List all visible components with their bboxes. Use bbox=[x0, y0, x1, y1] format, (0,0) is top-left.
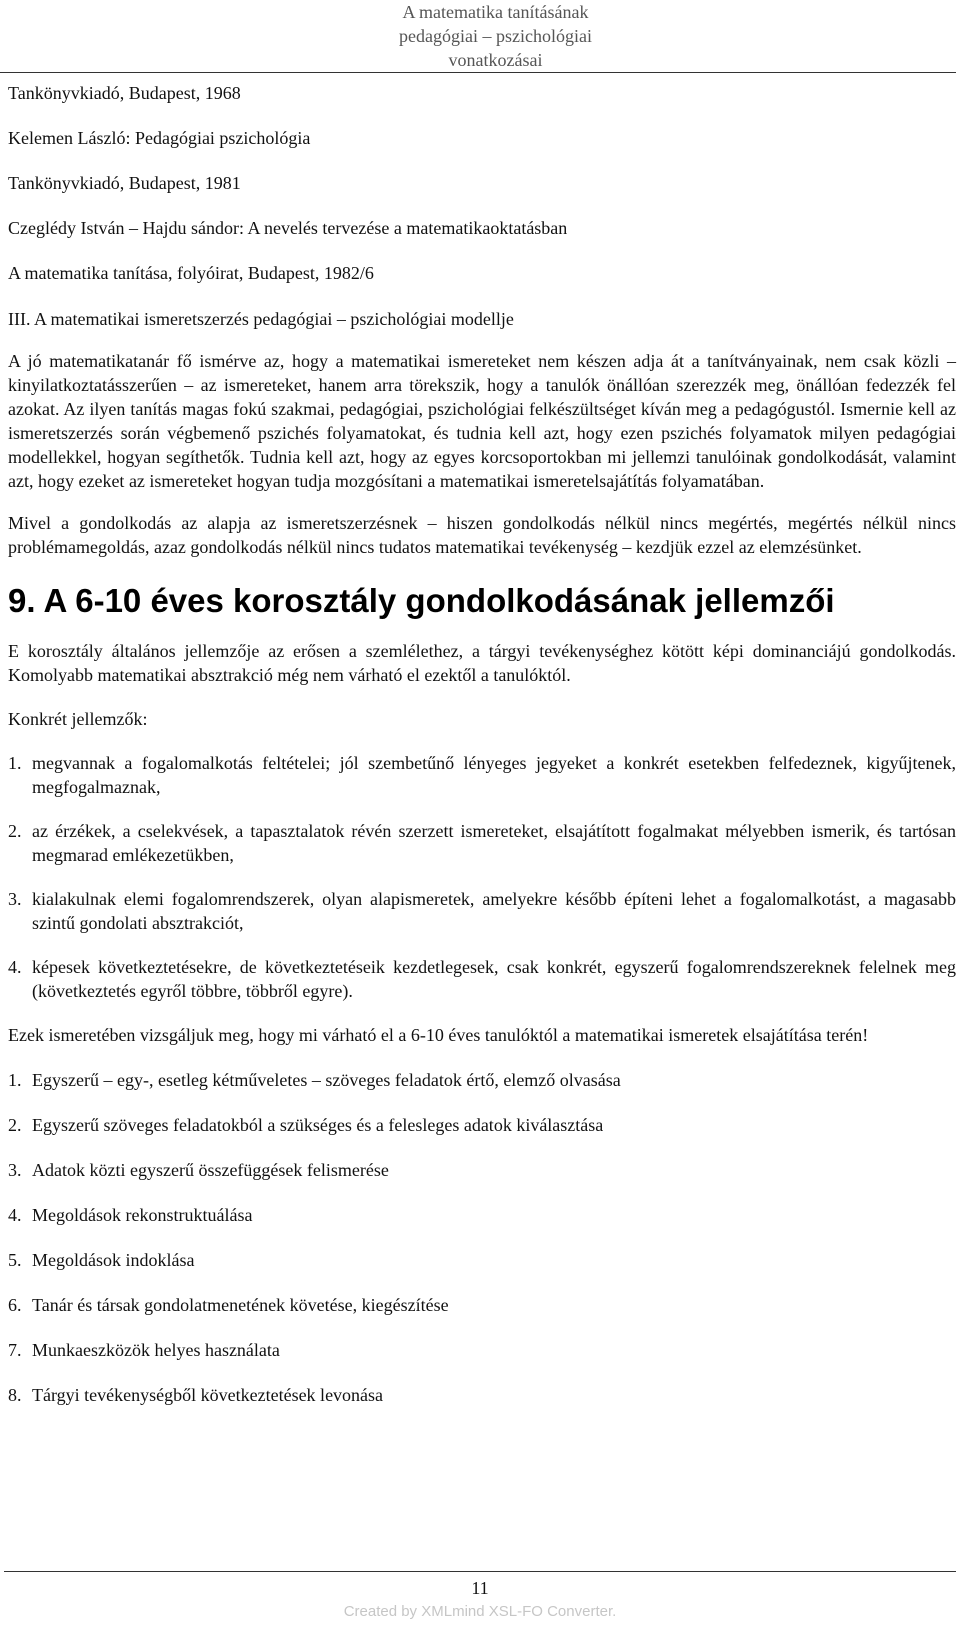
study-intro: Ezek ismeretében vizsgáljuk meg, hogy mi várható el a 6-10 éves tanulóktól a matematikai ismeretek elsajátítása terén! bbox=[8, 1025, 869, 1045]
list-item: 5. Megoldások indoklása bbox=[8, 1250, 195, 1270]
reference-item: Czeglédy István – Hajdu sándor: A nevelés tervezése a matematikaoktatásban bbox=[8, 217, 568, 238]
list-item: 4. képesek következtetésekre, de következtetéseik kezdetlegesek, csak konkrét, egyszerű fogalomrendszereknek felelnek meg (következtetés egyről többre, többről egyre). bbox=[8, 957, 956, 1001]
reference-item: Kelemen László: Pedagógiai pszichológia bbox=[8, 127, 311, 148]
section-heading: III. A matematikai ismeretszerzés pedagógiai – pszichológiai modellje bbox=[8, 309, 514, 329]
list-item: 6. Tanár és társak gondolatmenetének követése, kiegészítése bbox=[8, 1295, 449, 1315]
running-header bbox=[0, 0, 956, 73]
list-item: 8. Tárgyi tevékenységből következtetések levonása bbox=[8, 1385, 384, 1405]
list-item: 1. Egyszerű – egy-, esetleg kétműveletes – szöveges feladatok értő, elemző olvasása bbox=[8, 1070, 621, 1090]
list-item: 3. Adatok közti egyszerű összefüggések felismerése bbox=[8, 1160, 389, 1180]
chapter-intro: E korosztály általános jellemzője az erősen a szemlélethez, a tárgyi tevékenységhez kötött képi dominanciájú gondolkodás. Komolyabb matematikai absztrakció még nem várható el ezektől a tanulóktól. bbox=[8, 641, 956, 685]
page-number: 11 bbox=[471, 1578, 489, 1598]
list-item: 3. kialakulnak elemi fogalomrendszerek, olyan alapismeretek, amelyekre később építeni lehet a fogalomalkotást, a magasabb szintű gondolati absztrakciót, bbox=[8, 889, 956, 933]
list-item: 2. Egyszerű szöveges feladatokból a szükséges és a felesleges adatok kiválasztása bbox=[8, 1115, 604, 1135]
concrete-traits-label: Konkrét jellemzők: bbox=[8, 709, 148, 729]
list-item: 4. Megoldások rekonstruktuálása bbox=[8, 1205, 253, 1225]
converter-credit: Created by XMLmind XSL-FO Converter. bbox=[343, 1603, 617, 1620]
running-header-title: A matematika tanításának pedagógiai – pszichológiai vonatkozásai bbox=[399, 2, 592, 70]
list-item: 7. Munkaeszközök helyes használata bbox=[8, 1340, 280, 1360]
body-paragraph: A jó matematikatanár fő ismérve az, hogy a matematikai ismereteket nem készen adja át a tanítványainak, nem csak közli – kinyilatkoztatásszerűen – az ismereteket, hanem arra törekszik, hogy a tanulók önállóan szerezzék meg, önállóan fedezzék fel azokat. Az ilyen tanítás magas fokú szakmai, pedagógiai, pszichológiai felkészültséget kíván meg a pedagógustól. Ismernie kell az ismeretszerzés során végbemenő pszichés folyamatokat, és tudnia kell azt, hogy ezen pszichés folyamatok milyen pedagógiai modellekkel, hogyan segíthetők. Tudnia kell azt, hogy az egyes korcsoportokban mi jellemzi tanulóinak gondolkodását, valamint azt, hogy ezeket az ismereteket hogyan tudja mozgósítani a matematikai ismeretelsajátítás folyamatában. bbox=[8, 351, 956, 491]
reference-item: Tankönyvkiadó, Budapest, 1981 bbox=[8, 172, 241, 193]
skills-list bbox=[8, 1068, 956, 1407]
footer-divider bbox=[4, 1571, 956, 1572]
concrete-traits-list bbox=[8, 751, 956, 1003]
chapter-heading: 9. A 6-10 éves korosztály gondolkodásának jellemzői bbox=[8, 582, 835, 619]
reference-list bbox=[8, 70, 956, 295]
reference-item: A matematika tanítása, folyóirat, Budapest, 1982/6 bbox=[8, 262, 374, 283]
document-body bbox=[8, 70, 956, 1407]
body-paragraph: Mivel a gondolkodás az alapja az ismeretszerzésnek – hiszen gondolkodás nélkül nincs megértés, megértés nélkül nincs problémamegoldás, azaz gondolkodás nélkül nincs tudatos matematikai tevékenység – kezdjük ezzel az elemzésünket. bbox=[8, 513, 956, 557]
list-item: 1. megvannak a fogalomalkotás feltételei; jól szembetűnő lényeges jegyeket a konkrét esetekben felfedeznek, kigyűjtenek, megfogalmaznak, bbox=[8, 753, 956, 797]
reference-item: Tankönyvkiadó, Budapest, 1968 bbox=[8, 82, 241, 103]
list-item: 2. az érzékek, a cselekvések, a tapasztalatok révén szerzett ismereteket, elsajátított fogalmakat mélyebben ismerik, és tartósan megmarad emlékezetükben, bbox=[8, 821, 956, 865]
